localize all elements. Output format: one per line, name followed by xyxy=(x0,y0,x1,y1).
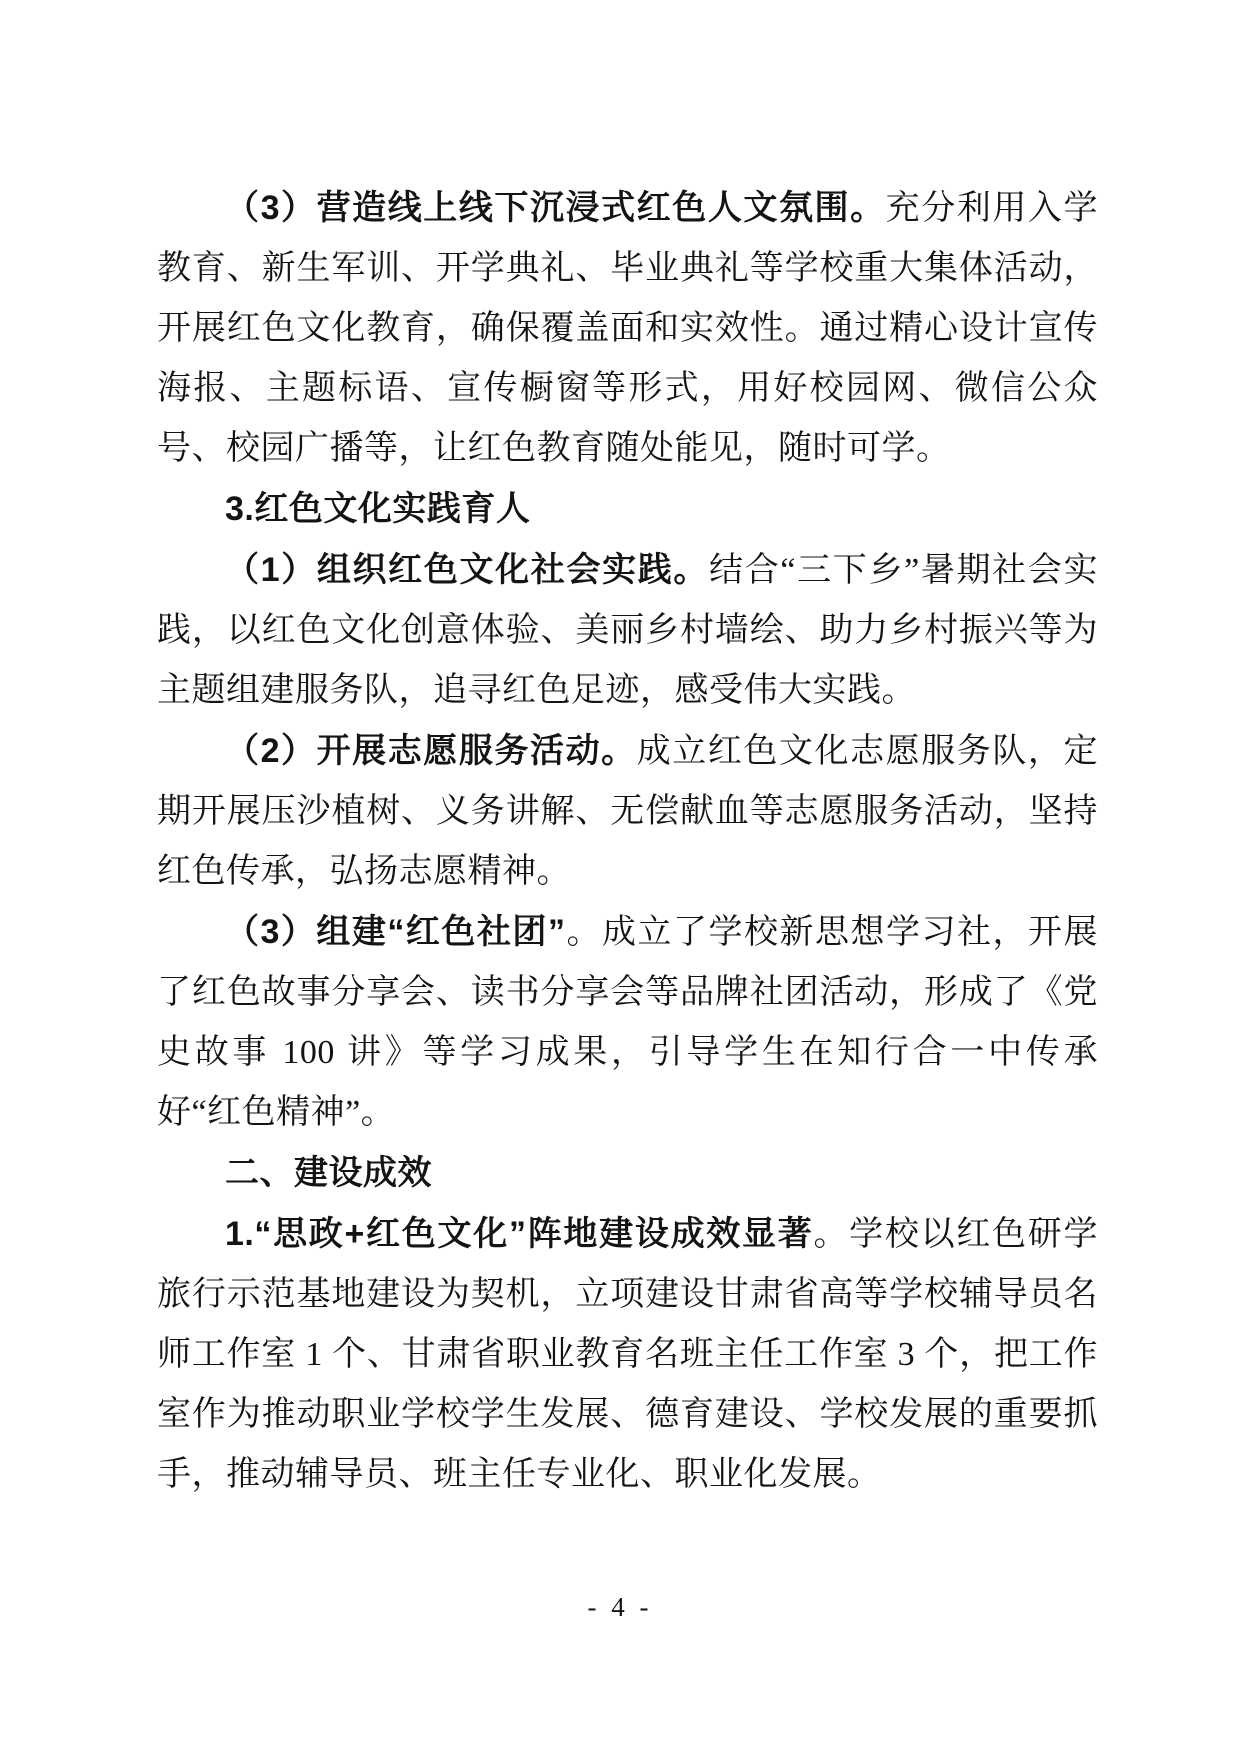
paragraph xyxy=(157,540,1098,721)
heading-text: 二、建设成效 xyxy=(225,1154,432,1192)
page-footer xyxy=(0,1592,1240,1623)
paragraph-text: 充分利用入学教育、新生军训、开学典礼、毕业典礼等学校重大集体活动，开展红色文化教育，确保覆盖面和实效性。通过精心设计宣传海报、主题标语、宣传橱窗等形式，用好校园网、微信公众号、校园广播等，让红色教育随处能见，随时可学。 xyxy=(157,190,1099,467)
paragraph xyxy=(157,902,1098,1143)
section-heading xyxy=(157,479,1098,540)
paragraph-text: 。成立了学校新思想学习社，开展了红色故事分享会、读书分享会等品牌社团活动，形成了《党史故事 100 讲》等学习成果，引导学生在知行合一中传承好“红色精神”。 xyxy=(157,914,1098,1131)
section-heading xyxy=(157,1143,1098,1204)
paragraph-lead: （3）组建“红色社团” xyxy=(225,913,566,951)
paragraph-lead: 1.“思政+红色文化”阵地建设成效显著 xyxy=(225,1215,814,1253)
paragraph-text: 。学校以红色研学旅行示范基地建设为契机，立项建设甘肃省高等学校辅导员名师工作室 1 个、甘肃省职业教育名班主任工作室 3 个，把工作室作为推动职业学校学生发展、德育建设、学校发展的重要抓手，推动辅导员、班主任专业化、职业化发展。 xyxy=(157,1216,1098,1493)
paragraph-lead: （3）营造线上线下沉浸式红色人文氛围。 xyxy=(225,189,886,227)
paragraph xyxy=(157,1204,1098,1505)
paragraph-text: 成立红色文化志愿服务队，定期开展压沙植树、义务讲解、无偿献血等志愿服务活动，坚持红色传承，弘扬志愿精神。 xyxy=(157,733,1098,890)
paragraph-lead: （1）组织红色文化社会实践。 xyxy=(225,551,710,589)
page-number: - 4 - xyxy=(587,1592,653,1622)
heading-text: 3.红色文化实践育人 xyxy=(225,490,531,528)
paragraph-lead: （2）开展志愿服务活动。 xyxy=(225,732,637,770)
paragraph-text: 结合“三下乡”暑期社会实践，以红色文化创意体验、美丽乡村墙绘、助力乡村振兴等为主题组建服务队，追寻红色足迹，感受伟大实践。 xyxy=(157,552,1098,709)
document-body xyxy=(157,178,1098,1505)
paragraph xyxy=(157,178,1098,479)
paragraph xyxy=(157,721,1098,902)
